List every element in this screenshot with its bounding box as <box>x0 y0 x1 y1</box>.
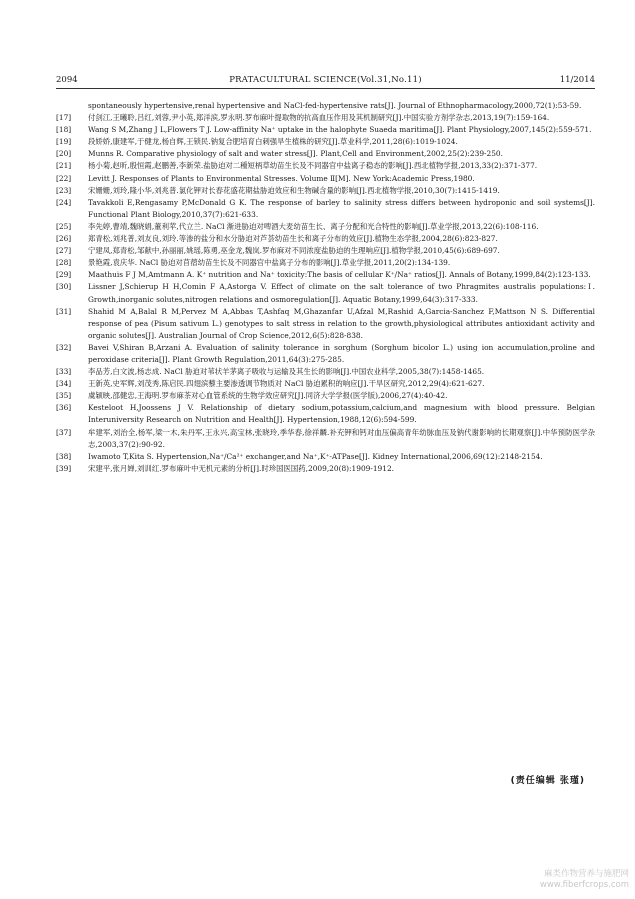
reference-text: 李先婷,曹靖,魏晓娟,董利苹,代立兰. NaCl 渐进胁迫对啤酒大麦幼苗生长、离子分配和光合特性的影响[J].草业学报,2013,22(6):108-116. <box>88 221 539 231</box>
reference-item <box>56 269 595 281</box>
reference-item <box>56 221 595 233</box>
reference-number: [17] <box>56 113 72 123</box>
reference-text: 杨小菊,赵昕,殷恒霞,赵鹏善,李新荣.盐胁迫对二種短柄草幼苗生长及不同器官中盐离子稳态的影响[J].西北植物学报,2013,33(2):371-377. <box>88 161 538 171</box>
reference-text: 宁建凤,郑青松,邹献中,孙丽丽,姚瑶,陈勇,巫金龙,魏岚.罗布麻对不同浓度盐胁迫的生理响应[J].植物学报,2010,45(6):689-697. <box>88 246 500 256</box>
reference-text: 虞颖映,邵健忠,王海明.罗布麻茶对心血管系统的生物学效应研究[J].同济大学学报(医学版),2006,27(4):40-42. <box>88 391 448 401</box>
reference-item <box>56 257 595 269</box>
reference-item <box>56 390 595 402</box>
reference-number: [22] <box>56 173 72 183</box>
reference-number: [19] <box>56 137 72 147</box>
reference-number: [24] <box>56 197 72 207</box>
reference-number: [20] <box>56 149 72 159</box>
page-number: 2094 <box>56 75 78 85</box>
reference-number: [39] <box>56 463 72 473</box>
reference-number: [37] <box>56 427 72 437</box>
reference-item <box>56 197 595 221</box>
reference-number: [28] <box>56 258 72 268</box>
reference-list <box>56 100 595 475</box>
running-header <box>56 74 595 89</box>
watermark-site-name: 麻类作物营养与施肥网 <box>543 869 629 879</box>
reference-text: Tavakkoli E,Rengasamy P,McDonald G K. The response of barley to salinity stress differs between hydroponic and soil systems[J]. Functional Plant Biology,2010,37(7):621-633. <box>88 197 595 219</box>
reference-text: 李品芳,白文波,杨志成. NaCl 胁迫对苇状羊茅离子吸收与运输及其生长的影响[J].中国农业科学,2005,38(7):1458-1465. <box>88 367 485 377</box>
reference-number: [25] <box>56 221 72 231</box>
reference-number: [27] <box>56 246 72 256</box>
reference-number: [34] <box>56 379 72 389</box>
reference-text: Kesteloot H,Joossens J V. Relationship of dietary sodium,potassium,calcium,and magnesium with blood pressure. Belgian Interuniversity Research on Nutrition and Health[J]. Hypertension,1988,12(6):594-599. <box>88 403 595 425</box>
reference-item <box>56 427 595 451</box>
reference-item <box>56 402 595 426</box>
reference-text: Iwamoto T,Kita S. Hypertension,Na⁺/Ca²⁺ exchanger,and Na⁺,K⁺-ATPase[J]. Kidney International,2006,69(12):2148-2154. <box>88 451 543 461</box>
reference-text: 郑青松,刘兆普,刘友良,刘玲.等渗的盐分和水分胁迫对芦荟幼苗生长和离子分布的效应[J].植物生态学报,2004,28(6):823-827. <box>88 234 498 244</box>
reference-item <box>56 148 595 160</box>
reference-text: Lissner J,Schierup H H,Comin F A,Astorga V. Effect of climate on the salt tolerance of two Phragmites australis populations:Ⅰ. Growth,inorganic solutes,nitrogen relations and osmoregulation[J]. Aquatic Botany,1999,64(3):317-333. <box>88 282 595 304</box>
reference-number: [33] <box>56 367 72 377</box>
reference-text: 景艳霞,袁庆华. NaCl 胁迫对苜蓿幼苗生长及不同器官中盐离子分布的影响[J].草业学报,2011,20(2):134-139. <box>88 258 451 268</box>
watermark <box>540 869 629 891</box>
reference-item <box>56 124 595 136</box>
watermark-url: www.fiberfcrops.com <box>539 880 629 890</box>
reference-item <box>56 281 595 305</box>
reference-text: Munns R. Comparative physiology of salt and water stress[J]. Plant,Cell and Environment,2002,25(2):239-250. <box>88 149 503 159</box>
reference-number: [29] <box>56 270 72 280</box>
reference-item <box>56 100 595 112</box>
reference-text: spontaneously hypertensive,renal hypertensive and NaCl-fed-hypertensive rats[J]. Journal of Ethnopharmacology,2000,72(1):53-59. <box>88 101 582 110</box>
reference-item <box>56 306 595 342</box>
issue-date: 11/2014 <box>559 75 595 85</box>
reference-item <box>56 451 595 463</box>
journal-title: PRATACULTURAL SCIENCE(Vol.31,No.11) <box>229 75 422 85</box>
reference-number: [36] <box>56 403 72 413</box>
reference-number: [38] <box>56 451 72 461</box>
reference-number: [21] <box>56 161 72 171</box>
reference-text: Wang S M,Zhang J L,Flowers T J. Low-affinity Na⁺ uptake in the halophyte Suaeda maritima[J]. Plant Physiology,2007,145(2):559-571. <box>88 125 592 135</box>
editor-credit: (责任编辑 张瑾) <box>510 776 585 786</box>
reference-item <box>56 112 595 124</box>
reference-number: [32] <box>56 342 72 352</box>
reference-number: [30] <box>56 282 72 292</box>
reference-number: [23] <box>56 185 72 195</box>
reference-text: 付剑江,王曦聆,吕红,刘蓉,尹小英,郑洋滨,罗永明.罗布麻叶提取物的抗高血压作用及其机制研究[J].中国实验方剂学杂志,2013,19(7):159-164. <box>88 113 550 123</box>
reference-number: [35] <box>56 391 72 401</box>
reference-item <box>56 463 595 475</box>
reference-text: Levitt J. Responses of Plants to Environmental Stresses. Volume Ⅱ[M]. New York:Academic Press,1980. <box>88 173 475 183</box>
reference-text: Maathuis F J M,Amtmann A. K⁺ nutrition and Na⁺ toxicity:The basis of cellular K⁺/Na⁺ ratios[J]. Annals of Botany,1999,84(2):123-133. <box>88 270 591 280</box>
reference-item <box>56 378 595 390</box>
reference-item <box>56 173 595 185</box>
reference-number: [18] <box>56 125 72 135</box>
reference-number: [31] <box>56 306 72 316</box>
reference-text: 段娇娇,康建军,于健龙,杨自辉,王锁民.钠复合肥培育白刺强旱生植株的研究[J].草业科学,2011,28(6):1019-1024. <box>88 137 458 147</box>
reference-item <box>56 160 595 172</box>
reference-item <box>56 245 595 257</box>
reference-text: Bavei V,Shiran B,Arzani A. Evaluation of salinity tolerance in sorghum (Sorghum bicolor L.) using ion accumulation,proline and peroxidase criteria[J]. Plant Growth Regulation,2011,64(3):275-285. <box>88 342 595 364</box>
reference-text: 宋建平,张月婵,刘训红.罗布麻叶中无机元素的分析[J].时珍国医国药,2009,20(8):1909-1912. <box>88 463 395 473</box>
reference-text: 王新英,史军辉,刘茂秀,陈启民.四翅滨藜主要渗透调节物质对 NaCl 胁迫累积的响应[J].干旱区研究,2012,29(4):621-627. <box>88 379 485 389</box>
reference-number: [26] <box>56 234 72 244</box>
reference-item <box>56 342 595 366</box>
reference-text: 牟建军,刘治全,杨军,梁一木,朱丹军,王永兴,高宝林,张晓玲,季华春,徐祥麟.补充钾和钙对血压偏高青年幼脉血压及钠代谢影响的长期观察[J].中华预防医学杂志,2003,37(2):90-92. <box>88 427 595 449</box>
reference-item <box>56 136 595 148</box>
reference-text: 宋姗姗,刘玲,隆小华,刘兆普.氯化钾对长春花盛花期盐胁迫效应和生物碱含量的影响[J].西北植物学报,2010,30(7):1415-1419. <box>88 185 500 195</box>
reference-item <box>56 366 595 378</box>
reference-text: Shahid M A,Balal R M,Pervez M A,Abbas T,Ashfaq M,Ghazanfar U,Afzal M,Rashid A,Garcia-Sanchez F,Mattson N S. Differential response of pea (Pisum sativum L.) genotypes to salt stress in relation to the growth,physiological attributes antioxidant activity and organic solutes[J]. Australian Journal of Crop Science,2012,6(5):828-838. <box>88 306 595 340</box>
reference-item <box>56 233 595 245</box>
reference-item <box>56 185 595 197</box>
